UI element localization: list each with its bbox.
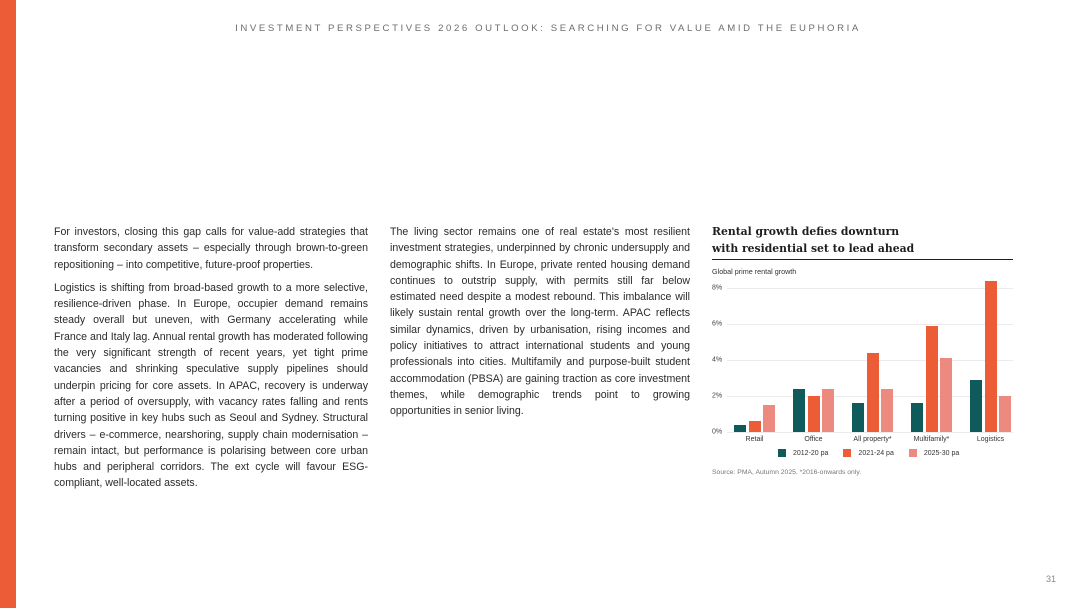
bar xyxy=(867,353,879,432)
y-axis-tick-label: 2% xyxy=(712,392,723,400)
x-axis-category-label: Retail xyxy=(745,436,764,443)
chart-title xyxy=(712,224,1012,257)
legend-swatch-icon xyxy=(909,449,917,457)
bar xyxy=(734,425,746,432)
legend-label: 2012-20 pa xyxy=(793,449,829,457)
y-axis-tick-label: 6% xyxy=(712,320,723,328)
y-axis-tick-label: 4% xyxy=(712,356,723,364)
bar xyxy=(808,396,820,432)
x-axis-category-label: Office xyxy=(804,436,823,443)
accent-side-bar xyxy=(0,0,16,608)
bar xyxy=(999,396,1011,432)
legend-item xyxy=(843,449,893,457)
x-axis-category-label: Multifamily* xyxy=(913,436,950,443)
text-column-1 xyxy=(54,224,368,499)
bar xyxy=(793,389,805,432)
gridline xyxy=(727,432,1013,433)
bar xyxy=(970,380,982,432)
y-axis-tick-label: 8% xyxy=(712,284,723,292)
bar xyxy=(911,403,923,432)
page-number: 31 xyxy=(1045,574,1056,584)
paragraph: Logistics is shifting from broad-based growth to a more selective, resilience-driven phase. In Europe, occupier demand remains steady overall but uneven, with Germany accelerating while France and Italy lag. Annual rental growth has moderated following the very significant strength of recent years, yet tight prime vacancies and shrinking speculative supply pipelines should underpin pricing for core assets. In APAC, recovery is underway after a period of oversupply, with vacancy rates falling and rents turning positive in key hubs such as Seoul and Sydney. Structural drivers – e-commerce, nearshoring, supply chain modernisation – remain intact, but performance is polarising between core urban hubs and peripheral corridors. The ext cycle will favour ESG-compliant, well-located assets. xyxy=(54,281,368,490)
text-column-2 xyxy=(390,224,690,427)
x-axis-category-label: All property* xyxy=(853,436,892,443)
y-axis-tick-label: 0% xyxy=(712,428,723,436)
chart-source-note: Source: PMA, Autumn 2025. *2016-onwards only. xyxy=(712,469,862,476)
x-axis-category-label: Logistics xyxy=(976,436,1005,443)
bar xyxy=(749,421,761,432)
paragraph: The living sector remains one of real estate's most resilient investment strategies, underpinned by chronic undersupply and demographic shifts. In Europe, private rented housing demand continues to outstrip supply, with permits still far below estimated need despite a modest rebound. This imbalance will likely sustain rental growth over the long-term. APAC reflects similar dynamics, driven by urbanisation, rising incomes and policy initiatives to attract international students and young professionals into cities. Multifamily and purpose-built student accommodation (PBSA) are gaining traction as core investment themes, while demographic trends point to growing opportunities in senior living. xyxy=(390,226,690,418)
bar xyxy=(926,326,938,432)
chart-title-rule xyxy=(712,259,1013,260)
chart-subtitle: Global prime rental growth xyxy=(712,267,797,276)
running-header: INVESTMENT PERSPECTIVES 2026 OUTLOOK: SEARCHING FOR VALUE AMID THE EUPHORIA xyxy=(235,23,861,34)
bar xyxy=(822,389,834,432)
legend-item xyxy=(778,449,828,457)
legend-swatch-icon xyxy=(843,449,851,457)
legend-item xyxy=(909,449,959,457)
legend-label: 2025-30 pa xyxy=(923,449,960,457)
bar xyxy=(852,403,864,432)
paragraph: For investors, closing this gap calls for value-add strategies that transform secondary assets – especially through brown-to-green repositioning – into competitive, future-proof properties. xyxy=(54,226,368,271)
legend-label: 2021-24 pa xyxy=(858,449,894,457)
bar xyxy=(881,389,893,432)
bar xyxy=(940,358,952,432)
bar-chart-plot xyxy=(712,280,1013,450)
gridline xyxy=(727,288,1013,289)
bar xyxy=(985,281,997,432)
legend-swatch-icon xyxy=(778,449,786,457)
gridline xyxy=(727,324,1013,325)
bar xyxy=(763,405,775,432)
chart-title-line-2: with residential set to lead ahead xyxy=(712,241,915,255)
chart-title-line-1: Rental growth defies downturn xyxy=(712,225,900,238)
chart-legend xyxy=(778,449,974,457)
